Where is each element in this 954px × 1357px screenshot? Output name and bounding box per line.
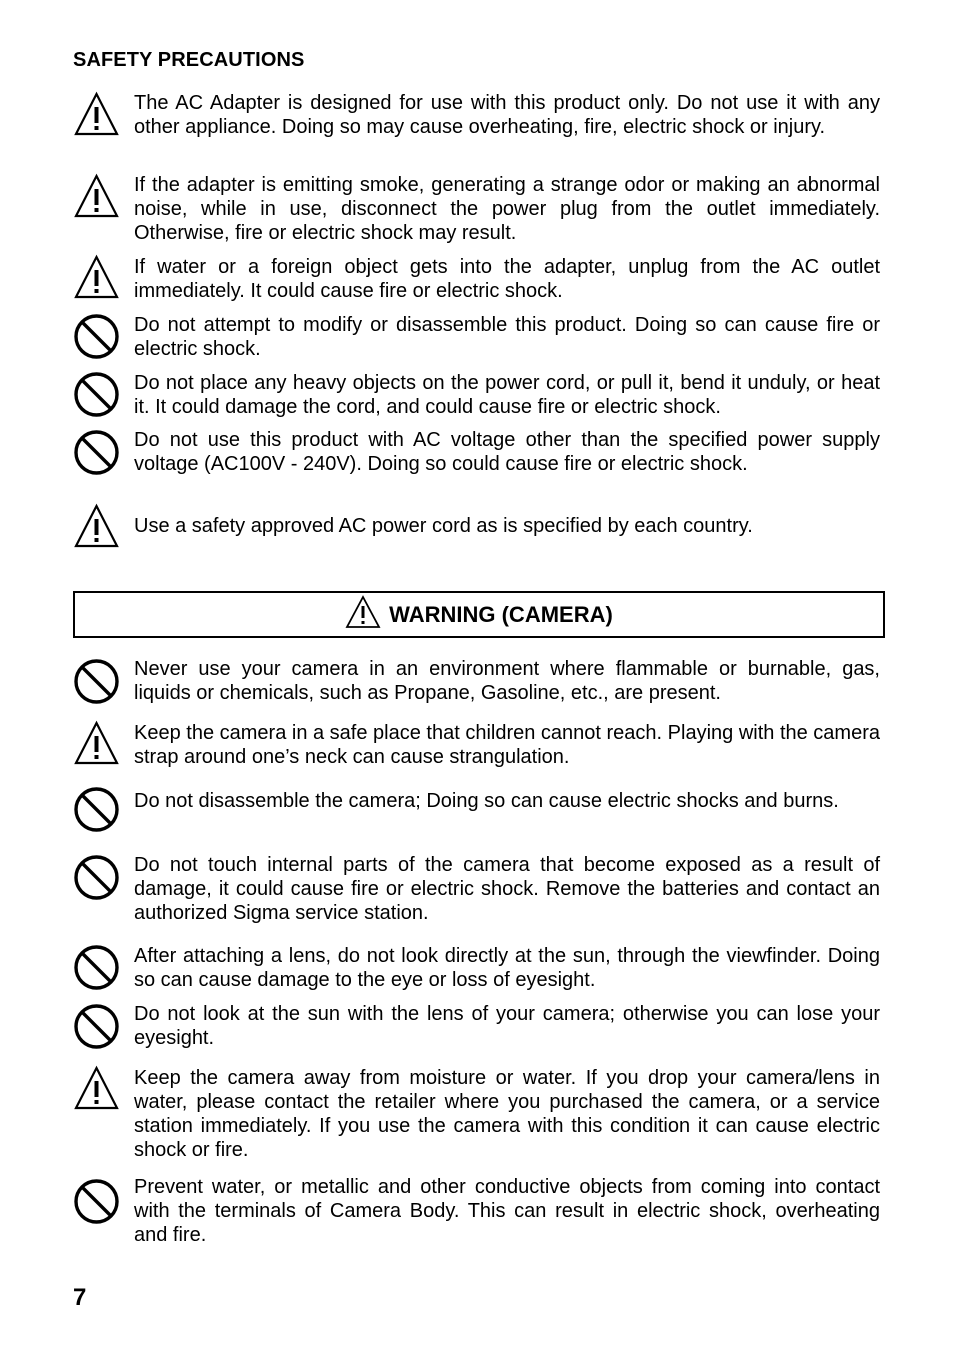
precaution-text: If the adapter is emitting smoke, generating a strange odor or making an abnormal noise, while in use, disconnect the power plug from the outlet immediately. Otherwise, fire or electric shock may result. bbox=[134, 174, 880, 244]
caution-triangle-icon bbox=[73, 720, 120, 767]
caution-triangle-icon bbox=[73, 1065, 120, 1112]
warning-text: Do not disassemble the camera; Doing so can cause electric shocks and burns. bbox=[134, 790, 839, 812]
warning-title: WARNING (CAMERA) bbox=[389, 601, 613, 627]
section-heading: SAFETY PRECAUTIONS bbox=[73, 49, 305, 71]
caution-triangle-icon bbox=[73, 91, 120, 138]
warning-text: Do not look at the sun with the lens of your camera; otherwise you can lose your eyesight. bbox=[134, 1003, 880, 1049]
precaution-text: Do not place any heavy objects on the power cord, or pull it, bend it unduly, or heat it. It could damage the cord, and could cause fire or electric shock. bbox=[134, 372, 880, 418]
warning-text: Keep the camera in a safe place that children cannot reach. Playing with the camera strap around one’s neck can cause strangulation. bbox=[134, 722, 880, 768]
caution-triangle-icon bbox=[345, 595, 381, 634]
precaution-text: The AC Adapter is designed for use with this product only. Do not use it with any other appliance. Doing so may cause overheating, fire, electric shock or injury. bbox=[134, 92, 880, 138]
page-number: 7 bbox=[73, 1284, 87, 1311]
warning-text: Keep the camera away from moisture or water. If you drop your camera/lens in water, please contact the retailer where you purchased the camera, or a service station immediately. If you use the camera with this condition it can cause electric shock or fire. bbox=[134, 1067, 880, 1161]
prohibition-icon bbox=[73, 1178, 120, 1225]
warning-text: Do not touch internal parts of the camera that become exposed as a result of damage, it could cause fire or electric shock. Remove the batteries and contact an authorized Sigma service station. bbox=[134, 854, 880, 924]
prohibition-icon bbox=[73, 1003, 120, 1050]
precaution-text: Use a safety approved AC power cord as is specified by each country. bbox=[134, 515, 753, 537]
caution-triangle-icon bbox=[73, 173, 120, 220]
prohibition-icon bbox=[73, 944, 120, 991]
warning-camera-box bbox=[73, 591, 885, 638]
precaution-text: Do not attempt to modify or disassemble this product. Doing so can cause fire or electric shock. bbox=[134, 314, 880, 360]
prohibition-icon bbox=[73, 313, 120, 360]
precaution-text: If water or a foreign object gets into the adapter, unplug from the AC outlet immediately. It could cause fire or electric shock. bbox=[134, 256, 880, 302]
prohibition-icon bbox=[73, 371, 120, 418]
prohibition-icon bbox=[73, 786, 120, 833]
warning-text: Never use your camera in an environment where flammable or burnable, gas, liquids or chemicals, such as Propane, Gasoline, etc., are present. bbox=[134, 658, 880, 704]
caution-triangle-icon bbox=[73, 254, 120, 301]
prohibition-icon bbox=[73, 658, 120, 705]
caution-triangle-icon bbox=[73, 503, 120, 550]
warning-text: Prevent water, or metallic and other conductive objects from coming into contact with the terminals of Camera Body. This can result in electric shock, overheating and fire. bbox=[134, 1176, 880, 1246]
prohibition-icon bbox=[73, 429, 120, 476]
warning-text: After attaching a lens, do not look directly at the sun, through the viewfinder. Doing so can cause damage to the eye or loss of eyesight. bbox=[134, 945, 880, 991]
precaution-text: Do not use this product with AC voltage other than the specified power supply voltage (AC100V - 240V). Doing so could cause fire or electric shock. bbox=[134, 429, 880, 475]
prohibition-icon bbox=[73, 854, 120, 901]
